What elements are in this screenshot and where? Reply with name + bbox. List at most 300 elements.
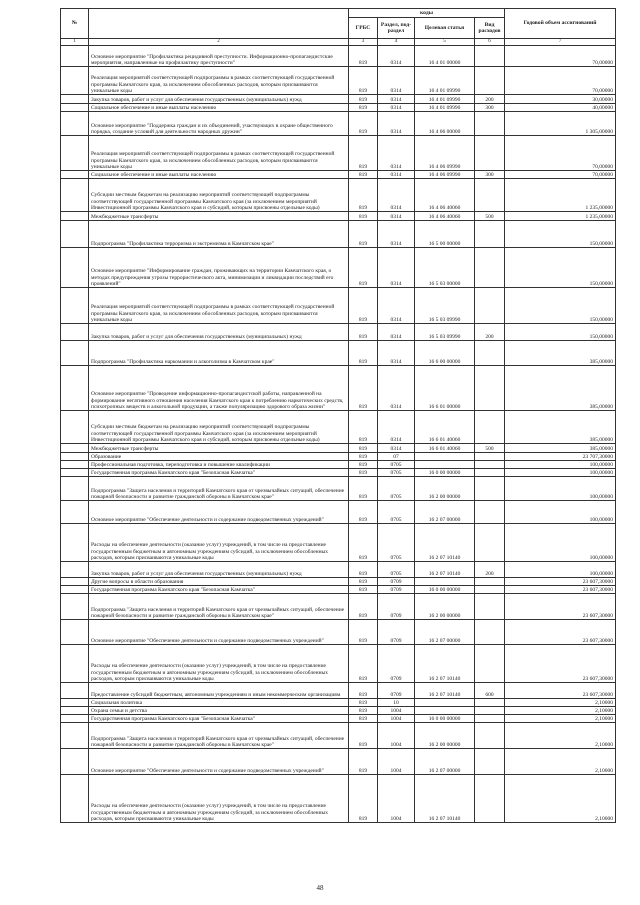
row-number-cell: [61, 136, 89, 171]
row-amount-cell: 2,10000: [505, 749, 616, 775]
row-section-cell: 0705: [378, 562, 415, 578]
row-grbs-cell: 819: [349, 212, 378, 221]
row-number-cell: [61, 179, 89, 212]
row-number-cell: [61, 324, 89, 341]
row-number-cell: [61, 501, 89, 524]
row-name-cell: Подпрограмма "Защита населения и территорий Камчатского края от чрезвычайных ситуаций, обеспечение пожарной безопасности и развитие гражданской обороны в Камчатском крае": [89, 477, 349, 501]
row-section-cell: 0314: [378, 444, 415, 453]
row-section-cell: 07: [378, 453, 415, 461]
row-item-cell: 16 4 01 00000: [415, 46, 475, 67]
header-item: Целевая статья: [415, 18, 475, 39]
row-name-cell: Социальное обеспечение и иные выплаты населению: [89, 171, 349, 179]
row-number-cell: [61, 104, 89, 112]
row-name-cell: Основное мероприятие "Обеспечение деятельности и содержание подведомственных учреждений": [89, 620, 349, 645]
row-amount-cell: 1 235,00000: [505, 212, 616, 221]
row-number-cell: [61, 775, 89, 823]
table-row: [61, 104, 616, 112]
row-item-cell: 16 2 07 00000: [415, 749, 475, 775]
row-amount-cell: 1 305,00000: [505, 112, 616, 136]
row-kind-cell: [475, 645, 505, 683]
row-grbs-cell: 819: [349, 562, 378, 578]
row-section-cell: 0314: [378, 67, 415, 95]
row-item-cell: [415, 699, 475, 707]
column-index: 7: [505, 39, 616, 46]
row-name-cell: Государственная программа Камчатского края "Безопасная Камчатка": [89, 469, 349, 477]
row-name-cell: Субсидии местным бюджетам на реализацию мероприятий соответствующей подпрограммы соответствующей государственной программы Камчатского края (за исключением мероприятий Инвестиционной программы Камчатского края и субсидий, которым присвоены отдельные коды): [89, 411, 349, 444]
row-item-cell: 16 2 07 10140: [415, 524, 475, 562]
row-kind-cell: [475, 288, 505, 324]
row-section-cell: 0314: [378, 136, 415, 171]
header-number: №: [61, 9, 89, 39]
row-number-cell: [61, 95, 89, 104]
row-section-cell: 0709: [378, 683, 415, 699]
row-grbs-cell: 819: [349, 341, 378, 366]
row-kind-cell: [475, 136, 505, 171]
row-grbs-cell: 819: [349, 444, 378, 453]
row-grbs-cell: 819: [349, 136, 378, 171]
header-amount: Годовой объем ассигнований: [505, 9, 616, 39]
row-number-cell: [61, 594, 89, 620]
row-item-cell: 16 0 00 00000: [415, 715, 475, 723]
row-name-cell: Расходы на обеспечение деятельности (оказание услуг) учреждений, в том числе на предоставление государственным бюджетным и автономным учреждениям субсидий, за исключением обособленных расходов, которым присваиваются уникальные коды: [89, 775, 349, 823]
row-section-cell: 0314: [378, 248, 415, 288]
page-number: 48: [316, 884, 324, 892]
row-item-cell: 16 2 07 10140: [415, 775, 475, 823]
row-name-cell: Основное мероприятие "Обеспечение деятельности и содержание подведомственных учреждений": [89, 749, 349, 775]
row-name-cell: Подпрограмма "Защита населения и территорий Камчатского края от чрезвычайных ситуаций, обеспечение пожарной безопасности и развитие гражданской обороны в Камчатском крае": [89, 723, 349, 749]
row-section-cell: 0314: [378, 366, 415, 411]
row-number-cell: [61, 707, 89, 715]
row-section-cell: 0314: [378, 341, 415, 366]
row-name-cell: Закупка товаров, работ и услуг для обеспечения государственных (муниципальных) нужд: [89, 562, 349, 578]
row-item-cell: 16 5 03 09990: [415, 288, 475, 324]
row-item-cell: 16 4 06 09990: [415, 171, 475, 179]
header-grbs: ГРБС: [349, 18, 378, 39]
row-name-cell: Основное мероприятие "Проведение информационно-пропагандистской работы, направленной на формирование негативного отношения населения Камчатского края к потреблению наркотических средств, психотропных веществ и алкогольной продукции, а также популяризацию здорового образа жизни": [89, 366, 349, 411]
row-number-cell: [61, 699, 89, 707]
row-grbs-cell: 819: [349, 453, 378, 461]
row-section-cell: 0709: [378, 586, 415, 594]
table-row: [61, 723, 616, 749]
table-row: [61, 324, 616, 341]
row-number-cell: [61, 562, 89, 578]
row-item-cell: 16 4 06 09990: [415, 136, 475, 171]
row-name-cell: Основное мероприятие "Поддержка граждан и их объединений, участвующих в охране общественного порядка, создание условий для деятельности народных дружин": [89, 112, 349, 136]
row-grbs-cell: 819: [349, 104, 378, 112]
row-kind-cell: [475, 594, 505, 620]
row-name-cell: Социальная политика: [89, 699, 349, 707]
row-kind-cell: [475, 46, 505, 67]
table-row: [61, 715, 616, 723]
table-row: [61, 248, 616, 288]
row-number-cell: [61, 477, 89, 501]
row-kind-cell: [475, 112, 505, 136]
row-name-cell: Межбюджетные трансферты: [89, 444, 349, 453]
row-amount-cell: 23 607,30000: [505, 578, 616, 586]
row-section-cell: 0705: [378, 477, 415, 501]
row-kind-cell: 500: [475, 444, 505, 453]
column-index: 1: [61, 39, 89, 46]
row-name-cell: Государственная программа Камчатского края "Безопасная Камчатка": [89, 586, 349, 594]
row-kind-cell: [475, 366, 505, 411]
row-kind-cell: [475, 699, 505, 707]
table-row: [61, 645, 616, 683]
row-number-cell: [61, 620, 89, 645]
row-kind-cell: 300: [475, 171, 505, 179]
row-name-cell: Межбюджетные трансферты: [89, 212, 349, 221]
row-number-cell: [61, 288, 89, 324]
table-row: [61, 501, 616, 524]
row-number-cell: [61, 366, 89, 411]
row-grbs-cell: 819: [349, 112, 378, 136]
row-item-cell: 16 2 00 00000: [415, 723, 475, 749]
row-grbs-cell: 819: [349, 248, 378, 288]
row-amount-cell: 2,10000: [505, 723, 616, 749]
row-section-cell: 1004: [378, 723, 415, 749]
row-number-cell: [61, 723, 89, 749]
row-amount-cell: 100,00000: [505, 524, 616, 562]
row-grbs-cell: 819: [349, 324, 378, 341]
row-grbs-cell: 819: [349, 95, 378, 104]
row-item-cell: [415, 453, 475, 461]
row-amount-cell: 2,10000: [505, 707, 616, 715]
row-item-cell: 16 2 00 00000: [415, 477, 475, 501]
row-amount-cell: 70,00000: [505, 46, 616, 67]
row-name-cell: Подпрограмма "Профилактика наркомании и алкоголизма в Камчатском крае": [89, 341, 349, 366]
row-kind-cell: [475, 411, 505, 444]
row-grbs-cell: 819: [349, 683, 378, 699]
row-number-cell: [61, 411, 89, 444]
row-amount-cell: 23 707,30000: [505, 453, 616, 461]
row-number-cell: [61, 578, 89, 586]
header-section: Раздел, под-раздел: [378, 18, 415, 39]
row-section-cell: 0314: [378, 95, 415, 104]
row-kind-cell: [475, 477, 505, 501]
row-item-cell: 16 4 06 00000: [415, 112, 475, 136]
row-item-cell: 16 4 01 09990: [415, 104, 475, 112]
table-row: [61, 699, 616, 707]
row-number-cell: [61, 444, 89, 453]
row-kind-cell: [475, 775, 505, 823]
table-row: [61, 136, 616, 171]
row-name-cell: Охрана семьи и детства: [89, 707, 349, 715]
row-item-cell: 16 6 01 00000: [415, 366, 475, 411]
row-section-cell: 0709: [378, 578, 415, 586]
table-row: [61, 578, 616, 586]
row-item-cell: 16 0 00 00000: [415, 469, 475, 477]
row-kind-cell: 500: [475, 212, 505, 221]
row-number-cell: [61, 749, 89, 775]
row-amount-cell: 100,00000: [505, 477, 616, 501]
row-section-cell: 0705: [378, 501, 415, 524]
row-number-cell: [61, 212, 89, 221]
table-row: [61, 341, 616, 366]
row-name-cell: Подпрограмма "Профилактика терроризма и экстремизма в Камчатском крае": [89, 221, 349, 248]
header-codes: коды: [349, 9, 505, 18]
row-name-cell: Реализация мероприятий соответствующей подпрограммы в рамках соответствующей государственной программы Камчатского края, за исключением обособленных расходов, которым присваиваются уникальные коды: [89, 288, 349, 324]
row-item-cell: 16 6 00 00000: [415, 341, 475, 366]
row-name-cell: Реализация мероприятий соответствующей подпрограммы в рамках соответствующей государственной программы Камчатского края, за исключением обособленных расходов, которым присваиваются уникальные коды: [89, 136, 349, 171]
row-amount-cell: 385,00000: [505, 411, 616, 444]
row-kind-cell: [475, 248, 505, 288]
row-section-cell: 0709: [378, 645, 415, 683]
row-section-cell: 0314: [378, 221, 415, 248]
column-index-row: [61, 39, 616, 46]
row-section-cell: 0314: [378, 288, 415, 324]
row-grbs-cell: 819: [349, 578, 378, 586]
row-name-cell: Субсидии местным бюджетам на реализацию мероприятий соответствующей подпрограммы соответствующей государственной программы Камчатского края (за исключением мероприятий Инвестиционной программы Камчатского края и субсидий, которым присвоены отдельные коды): [89, 179, 349, 212]
table-row: [61, 179, 616, 212]
column-index: 4: [378, 39, 415, 46]
row-amount-cell: 2,10000: [505, 699, 616, 707]
row-section-cell: 0314: [378, 212, 415, 221]
row-kind-cell: [475, 715, 505, 723]
row-grbs-cell: 819: [349, 707, 378, 715]
table-row: [61, 620, 616, 645]
row-amount-cell: 70,00000: [505, 171, 616, 179]
row-item-cell: [415, 707, 475, 715]
row-name-cell: Подпрограмма "Защита населения и территорий Камчатского края от чрезвычайных ситуаций, обеспечение пожарной безопасности и развитие гражданской обороны в Камчатском крае": [89, 594, 349, 620]
row-name-cell: Социальное обеспечение и иные выплаты населению: [89, 104, 349, 112]
row-section-cell: 0314: [378, 104, 415, 112]
row-amount-cell: 2,10000: [505, 775, 616, 823]
row-grbs-cell: 819: [349, 723, 378, 749]
row-kind-cell: [475, 453, 505, 461]
table-row: [61, 288, 616, 324]
row-amount-cell: 23 607,30000: [505, 620, 616, 645]
table-row: [61, 444, 616, 453]
row-grbs-cell: 819: [349, 46, 378, 67]
row-name-cell: Расходы на обеспечение деятельности (оказание услуг) учреждений, в том числе на предоставление государственным бюджетным и автономным учреждениям субсидий, за исключением обособленных расходов, которым присваиваются уникальные коды: [89, 645, 349, 683]
budget-table: [60, 8, 616, 823]
table-row: [61, 366, 616, 411]
header-kind: Вид расходов: [475, 18, 505, 39]
table-row: [61, 67, 616, 95]
row-grbs-cell: 819: [349, 221, 378, 248]
row-grbs-cell: 819: [349, 67, 378, 95]
row-amount-cell: 100,00000: [505, 562, 616, 578]
row-item-cell: 16 5 03 00000: [415, 248, 475, 288]
row-grbs-cell: 819: [349, 586, 378, 594]
row-kind-cell: 600: [475, 683, 505, 699]
row-number-cell: [61, 341, 89, 366]
row-grbs-cell: 819: [349, 620, 378, 645]
row-item-cell: 16 4 01 09990: [415, 95, 475, 104]
row-kind-cell: 200: [475, 95, 505, 104]
row-item-cell: [415, 461, 475, 469]
row-section-cell: 0314: [378, 112, 415, 136]
row-item-cell: 16 5 00 00000: [415, 221, 475, 248]
table-row: [61, 477, 616, 501]
table-row: [61, 171, 616, 179]
row-amount-cell: 150,00000: [505, 248, 616, 288]
row-section-cell: 0709: [378, 594, 415, 620]
row-amount-cell: 150,00000: [505, 324, 616, 341]
row-item-cell: 16 2 07 10140: [415, 562, 475, 578]
row-item-cell: 16 6 01 40060: [415, 411, 475, 444]
row-grbs-cell: 819: [349, 699, 378, 707]
table-row: [61, 453, 616, 461]
column-index: 6: [475, 39, 505, 46]
row-grbs-cell: 819: [349, 775, 378, 823]
row-grbs-cell: 819: [349, 501, 378, 524]
row-amount-cell: 100,00000: [505, 469, 616, 477]
row-amount-cell: 23 607,30000: [505, 594, 616, 620]
row-item-cell: 16 4 01 09990: [415, 67, 475, 95]
row-name-cell: Государственная программа Камчатского края "Безопасная Камчатка": [89, 715, 349, 723]
row-kind-cell: 200: [475, 324, 505, 341]
row-name-cell: Другие вопросы в области образования: [89, 578, 349, 586]
row-section-cell: 0705: [378, 469, 415, 477]
row-grbs-cell: 819: [349, 288, 378, 324]
row-grbs-cell: 819: [349, 366, 378, 411]
row-kind-cell: [475, 341, 505, 366]
row-kind-cell: [475, 586, 505, 594]
row-amount-cell: 23 607,30000: [505, 683, 616, 699]
row-section-cell: 0705: [378, 461, 415, 469]
row-section-cell: 0314: [378, 324, 415, 341]
header-name: [89, 9, 349, 39]
row-kind-cell: [475, 524, 505, 562]
row-amount-cell: 30,00000: [505, 95, 616, 104]
row-item-cell: 16 0 00 00000: [415, 586, 475, 594]
row-name-cell: Закупка товаров, работ и услуг для обеспечения государственных (муниципальных) нужд: [89, 95, 349, 104]
table-row: [61, 707, 616, 715]
row-section-cell: 0314: [378, 411, 415, 444]
row-amount-cell: 100,00000: [505, 461, 616, 469]
table-row: [61, 562, 616, 578]
table-row: [61, 411, 616, 444]
row-name-cell: Закупка товаров, работ и услуг для обеспечения государственных (муниципальных) нужд: [89, 324, 349, 341]
row-number-cell: [61, 248, 89, 288]
row-kind-cell: [475, 578, 505, 586]
row-kind-cell: [475, 501, 505, 524]
column-index: 2: [89, 39, 349, 46]
row-amount-cell: 70,00000: [505, 136, 616, 171]
table-row: [61, 461, 616, 469]
row-name-cell: Реализация мероприятий соответствующей подпрограммы в рамках соответствующей государственной программы Камчатского края, за исключением обособленных расходов, которым присваиваются уникальные коды: [89, 67, 349, 95]
row-item-cell: 16 4 06 40060: [415, 212, 475, 221]
row-item-cell: [415, 578, 475, 586]
table-body: [61, 46, 616, 823]
row-number-cell: [61, 171, 89, 179]
row-grbs-cell: 819: [349, 461, 378, 469]
row-name-cell: Расходы на обеспечение деятельности (оказание услуг) учреждений, в том числе на предоставление государственным бюджетным и автономным учреждениям субсидий, за исключением обособленных расходов, которым присваиваются уникальные коды: [89, 524, 349, 562]
row-kind-cell: [475, 749, 505, 775]
table-row: [61, 95, 616, 104]
row-section-cell: 1004: [378, 749, 415, 775]
row-item-cell: 16 5 03 09990: [415, 324, 475, 341]
row-amount-cell: 23 607,30000: [505, 586, 616, 594]
row-grbs-cell: 819: [349, 477, 378, 501]
row-number-cell: [61, 112, 89, 136]
row-name-cell: Профессиональная подготовка, переподготовка и повышение квалификации: [89, 461, 349, 469]
row-amount-cell: 70,00000: [505, 67, 616, 95]
row-number-cell: [61, 46, 89, 67]
table-row: [61, 594, 616, 620]
budget-sheet: [60, 8, 615, 823]
row-section-cell: 1004: [378, 715, 415, 723]
table-row: [61, 112, 616, 136]
table-row: [61, 46, 616, 67]
row-grbs-cell: 819: [349, 179, 378, 212]
column-index: 3: [349, 39, 378, 46]
row-grbs-cell: 819: [349, 171, 378, 179]
row-kind-cell: [475, 620, 505, 645]
row-grbs-cell: 819: [349, 645, 378, 683]
row-kind-cell: [475, 461, 505, 469]
row-section-cell: 1004: [378, 775, 415, 823]
row-amount-cell: 385,00000: [505, 366, 616, 411]
table-row: [61, 221, 616, 248]
row-amount-cell: 23 607,30000: [505, 645, 616, 683]
row-section-cell: 0314: [378, 171, 415, 179]
row-grbs-cell: 819: [349, 524, 378, 562]
row-item-cell: 16 2 07 00000: [415, 501, 475, 524]
row-number-cell: [61, 221, 89, 248]
table-row: [61, 212, 616, 221]
row-grbs-cell: 819: [349, 594, 378, 620]
row-name-cell: Основное мероприятие "Обеспечение деятельности и содержание подведомственных учреждений": [89, 501, 349, 524]
row-grbs-cell: 819: [349, 749, 378, 775]
row-kind-cell: [475, 67, 505, 95]
row-grbs-cell: 819: [349, 715, 378, 723]
row-kind-cell: [475, 707, 505, 715]
row-item-cell: 16 2 00 00000: [415, 594, 475, 620]
row-amount-cell: 150,00000: [505, 221, 616, 248]
row-name-cell: Основное мероприятие "Профилактика рецидивной преступности. Информационно-пропагандистские мероприятия, направленные на профилактику преступности": [89, 46, 349, 67]
table-row: [61, 524, 616, 562]
row-item-cell: 16 4 06 40060: [415, 179, 475, 212]
row-item-cell: 16 6 01 40060: [415, 444, 475, 453]
row-grbs-cell: 819: [349, 469, 378, 477]
row-amount-cell: 2,10000: [505, 715, 616, 723]
row-section-cell: 0314: [378, 46, 415, 67]
row-number-cell: [61, 67, 89, 95]
row-kind-cell: [475, 179, 505, 212]
row-kind-cell: 200: [475, 562, 505, 578]
table-row: [61, 469, 616, 477]
row-grbs-cell: 819: [349, 411, 378, 444]
row-number-cell: [61, 586, 89, 594]
row-amount-cell: 100,00000: [505, 501, 616, 524]
table-row: [61, 749, 616, 775]
row-number-cell: [61, 524, 89, 562]
row-section-cell: 0314: [378, 179, 415, 212]
table-row: [61, 586, 616, 594]
row-section-cell: 1004: [378, 707, 415, 715]
row-kind-cell: [475, 723, 505, 749]
row-kind-cell: 300: [475, 104, 505, 112]
row-amount-cell: 385,00000: [505, 341, 616, 366]
row-kind-cell: [475, 221, 505, 248]
row-section-cell: 10: [378, 699, 415, 707]
row-number-cell: [61, 715, 89, 723]
row-name-cell: Предоставление субсидий бюджетным, автономным учреждениям и иным некоммерческим организациям: [89, 683, 349, 699]
row-name-cell: Основное мероприятие "Информирование граждан, проживающих на территории Камчатского края, о методах предупреждения угрозы террористического акта, минимизации и ликвидации последствий его проявлений": [89, 248, 349, 288]
row-kind-cell: [475, 469, 505, 477]
table-row: [61, 775, 616, 823]
row-amount-cell: 385,00000: [505, 444, 616, 453]
row-number-cell: [61, 469, 89, 477]
row-section-cell: 0709: [378, 620, 415, 645]
row-item-cell: 16 2 07 00000: [415, 620, 475, 645]
row-amount-cell: 150,00000: [505, 288, 616, 324]
row-section-cell: 0705: [378, 524, 415, 562]
row-item-cell: 16 2 07 10140: [415, 645, 475, 683]
row-name-cell: Образование: [89, 453, 349, 461]
row-item-cell: 16 2 07 10140: [415, 683, 475, 699]
